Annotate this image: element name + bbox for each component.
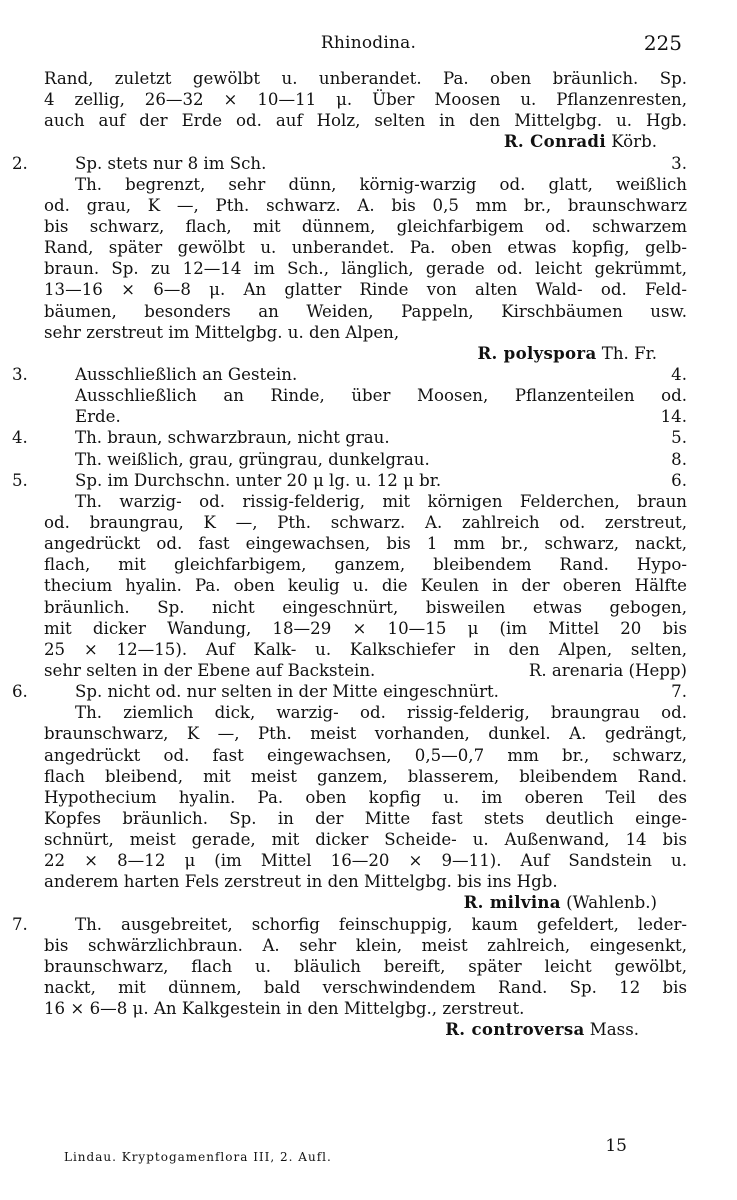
key-couplet-line [12, 364, 687, 385]
text-line [44, 871, 687, 892]
lead-reference: 7. [671, 682, 687, 702]
species-name: R. controversa [445, 1019, 585, 1040]
text-line [44, 597, 687, 618]
line-text: Ausschließlich an Gestein. [75, 364, 298, 384]
text-line [44, 977, 687, 998]
line-text: 16 × 6—8 μ. An Kalkgestein in den Mittelgbg., zerstreut. [44, 999, 525, 1019]
text-line [44, 512, 687, 533]
line-text: Sp. nicht od. nur selten in der Mitte eingeschnürt. [75, 682, 499, 702]
line-text: od. braungrau, K —, Pth. schwarz. A. zahlreich od. zerstreut, [44, 512, 687, 532]
species-name: R. Conradi [503, 131, 606, 152]
text-line [44, 533, 687, 554]
text-line [44, 618, 687, 639]
text-line [44, 998, 687, 1019]
couplet-number: 4. [12, 428, 28, 448]
couplet-number: 2. [12, 153, 28, 173]
text-line [44, 575, 687, 596]
text-line [12, 914, 687, 935]
line-text: Ausschließlich an Rinde, über Moosen, Pflanzenteilen od. [75, 386, 687, 406]
text-line [44, 322, 687, 343]
species-name-line [44, 131, 687, 152]
species-name-line [44, 1019, 687, 1040]
line-text: flach, mit gleichfarbigem, ganzem, bleibendem Rand. Hypo- [44, 555, 687, 575]
text-line [44, 808, 687, 829]
species-name: R. milvina [463, 892, 561, 913]
line-text: Rand, zuletzt gewölbt u. unberandet. Pa. oben bräunlich. Sp. [44, 69, 687, 88]
text-line [44, 491, 687, 512]
species-name: R. polyspora [477, 342, 597, 363]
text-line [44, 935, 687, 956]
line-text: Sp. stets nur 8 im Sch. [75, 153, 267, 173]
line-text: sehr zerstreut im Mittelgbg. u. den Alpen, [44, 322, 400, 342]
lead-reference: 6. [671, 470, 687, 490]
text-line [44, 639, 687, 660]
line-text: sehr selten in der Ebene auf Backstein. [44, 660, 376, 680]
species-name-inline [529, 660, 687, 681]
species-name-line [44, 892, 687, 913]
line-text: thecium hyalin. Pa. oben keulig u. die Keulen in der oberen Hälfte [44, 576, 687, 596]
line-text: anderem harten Fels zerstreut in den Mittelgbg. bis ins Hgb. [44, 872, 558, 892]
line-text: braunschwarz, flach u. bläulich bereift, später leicht gewölbt, [44, 956, 687, 976]
lead-reference: 4. [671, 364, 687, 384]
line-text: angedrückt od. fast eingewachsen, bis 1 mm br., schwarz, nackt, [44, 534, 687, 554]
imprint: Lindau. Kryptogamenflora III, 2. Aufl. [64, 1150, 332, 1164]
line-text: Sp. im Durchschn. unter 20 μ lg. u. 12 μ br. [75, 470, 442, 490]
page-header [0, 33, 737, 57]
species-author: Mass. [589, 1020, 639, 1040]
text-line [44, 258, 687, 279]
couplet-number: 5. [12, 470, 28, 490]
text-line [44, 110, 687, 131]
species-author: (Wahlenb.) [566, 893, 657, 913]
line-text: Th. ausgebreitet, schorfig feinschuppig, kaum gefeldert, leder- [75, 914, 687, 934]
key-couplet-line [12, 681, 687, 702]
species-author: Körb. [611, 132, 657, 152]
lead-reference: 14. [660, 407, 687, 427]
line-text: bäumen, besonders an Weiden, Pappeln, Kirschbäumen usw. [44, 301, 687, 321]
species-author: Th. Fr. [601, 343, 657, 363]
line-text: 22 × 8—12 μ (im Mittel 16—20 × 9—11). Auf Sandstein u. [44, 851, 687, 871]
line-text: Th. braun, schwarzbraun, nicht grau. [75, 428, 390, 448]
line-text: bis schwarz, flach, mit dünnem, gleichfarbigem od. schwarzem [44, 216, 687, 236]
running-head: Rhinodina. [320, 33, 417, 53]
lead-reference: 3. [671, 153, 687, 173]
line-text: bräunlich. Sp. nicht eingeschnürt, bisweilen etwas gebogen, [44, 597, 687, 617]
species-author: (Hepp) [628, 660, 687, 680]
line-text: Th. begrenzt, sehr dünn, körnig-warzig od. glatt, weißlich [75, 174, 687, 194]
line-text: Th. weißlich, grau, grüngrau, dunkelgrau. [75, 449, 430, 469]
text-line [44, 787, 687, 808]
species-name-line [44, 343, 687, 364]
text-line [44, 660, 687, 681]
line-text: Rand, später gewölbt u. unberandet. Pa. oben etwas kopfig, gelb- [44, 238, 687, 258]
line-text: 13—16 × 6—8 μ. An glatter Rinde von alten Wald- od. Feld- [44, 280, 687, 300]
text-line [44, 829, 687, 850]
text-line [44, 850, 687, 871]
line-text: angedrückt od. fast eingewachsen, 0,5—0,7 mm br., schwarz, [44, 745, 687, 765]
line-text: schnürt, meist gerade, mit dicker Scheide- u. Außenwand, 14 bis [44, 830, 687, 850]
key-text [12, 68, 687, 1040]
line-text: Hypothecium hyalin. Pa. oben kopfig u. im oberen Teil des [44, 787, 687, 807]
couplet-number: 7. [12, 914, 28, 934]
line-text: 4 zellig, 26—32 × 10—11 μ. Über Moosen u. Pflanzenresten, [44, 90, 687, 110]
text-line [44, 385, 687, 406]
key-couplet-line [12, 427, 687, 448]
key-couplet-line [44, 406, 687, 427]
text-line [44, 723, 687, 744]
text-line [44, 237, 687, 258]
line-text: Kopfes bräunlich. Sp. in der Mitte fast stets deutlich einge- [44, 808, 687, 828]
couplet-number: 3. [12, 364, 28, 384]
line-text: braunschwarz, K —, Pth. meist vorhanden, dunkel. A. gedrängt, [44, 724, 687, 744]
lead-reference: 5. [671, 428, 687, 448]
line-text: bis schwärzlichbraun. A. sehr klein, meist zahlreich, eingesenkt, [44, 935, 687, 955]
text-line [44, 195, 687, 216]
key-couplet-line [44, 449, 687, 470]
line-text: nackt, mit dünnem, bald verschwindendem Rand. Sp. 12 bis [44, 978, 687, 998]
line-text: auch auf der Erde od. auf Holz, selten in den Mittelgbg. u. Hgb. [44, 111, 687, 131]
line-text: 25 × 12—15). Auf Kalk- u. Kalkschiefer in den Alpen, selten, [44, 639, 687, 659]
text-line [44, 89, 687, 110]
text-line [44, 766, 687, 787]
sheet-number: 15 [605, 1136, 627, 1156]
species-name: R. arenaria [528, 660, 624, 680]
page-number: 225 [643, 31, 682, 55]
key-couplet-line [12, 153, 687, 174]
text-line [44, 216, 687, 237]
line-text: braun. Sp. zu 12—14 im Sch., länglich, gerade od. leicht gekrümmt, [44, 259, 687, 279]
text-line [44, 174, 687, 195]
line-text: od. grau, K —, Pth. schwarz. A. bis 0,5 mm br., braunschwarz [44, 195, 687, 215]
line-text: Erde. [75, 407, 121, 427]
text-line [44, 68, 687, 89]
text-line [44, 301, 687, 322]
line-text: flach bleibend, mit meist ganzem, blasserem, bleibendem Rand. [44, 766, 687, 786]
text-line [44, 702, 687, 723]
key-couplet-line [12, 470, 687, 491]
text-line [44, 956, 687, 977]
line-text: Th. ziemlich dick, warzig- od. rissig-felderig, braungrau od. [75, 703, 687, 723]
line-text: mit dicker Wandung, 18—29 × 10—15 μ (im Mittel 20 bis [44, 618, 687, 638]
text-line [44, 745, 687, 766]
text-line [44, 279, 687, 300]
lead-reference: 8. [671, 449, 687, 469]
couplet-number: 6. [12, 682, 28, 702]
text-line [44, 554, 687, 575]
page-footer [64, 1136, 684, 1164]
line-text: Th. warzig- od. rissig-felderig, mit körnigen Felderchen, braun [75, 491, 687, 511]
